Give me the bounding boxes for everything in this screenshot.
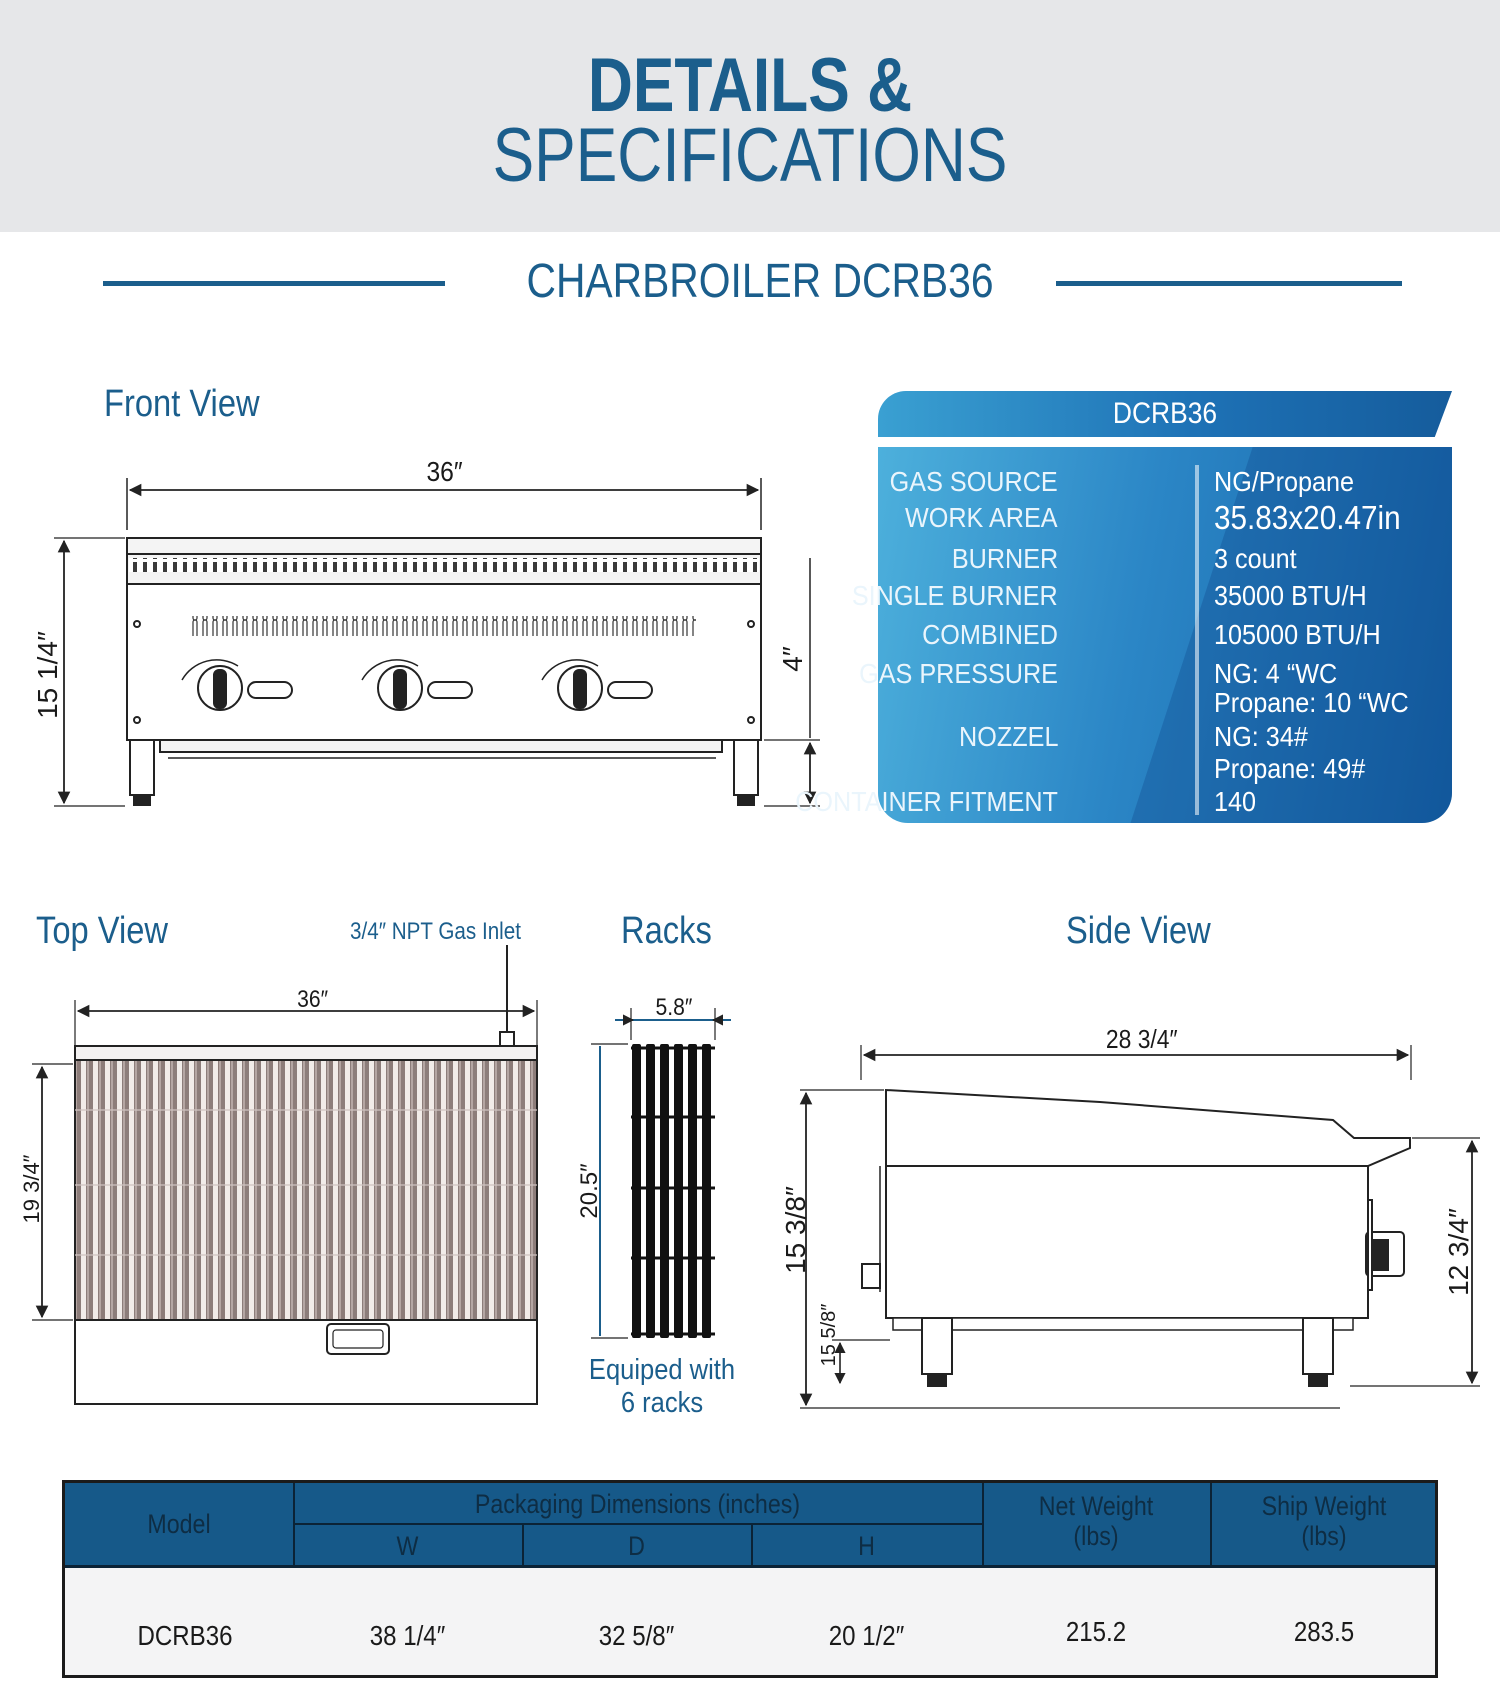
th-model: Model — [147, 1509, 211, 1539]
th-net-weight-line2: (lbs) — [1073, 1521, 1119, 1551]
spec-key: BURNER — [951, 543, 1058, 574]
side-leg-label: 15 5/8″ — [818, 1303, 840, 1367]
td-net-weight: 215.2 — [1065, 1616, 1127, 1647]
spec-value: 35000 BTU/H — [1214, 580, 1367, 611]
front-view-drawing — [54, 478, 820, 806]
spec-key: COMBINED — [922, 619, 1058, 650]
th-ship-weight-line2: (lbs) — [1301, 1521, 1347, 1551]
th-h: H — [858, 1531, 875, 1561]
product-subtitle: CHARBROILER DCRB36 — [526, 255, 994, 308]
side-height-label: 15 3/8″ — [780, 1186, 811, 1274]
racks-title: Racks — [621, 910, 712, 952]
spec-value: NG: 4 “WC — [1214, 658, 1338, 689]
front-leg-label: 4″ — [777, 646, 808, 672]
th-w: W — [396, 1531, 419, 1561]
racks-caption-line1: Equiped with — [588, 1354, 736, 1386]
spec-value-secondary: Propane: 49# — [1214, 753, 1366, 784]
td-d: 32 5/8″ — [598, 1620, 675, 1651]
racks-caption-line2: 6 racks — [620, 1387, 704, 1419]
spec-key: GAS PRESSURE — [859, 658, 1058, 689]
top-width-label: 36″ — [297, 986, 329, 1013]
spec-value: 35.83x20.47in — [1214, 499, 1401, 536]
page-title-line2: SPECIFICATIONS — [492, 113, 1008, 198]
td-ship-weight: 283.5 — [1293, 1616, 1355, 1647]
th-packaging: Packaging Dimensions (inches) — [474, 1489, 801, 1519]
th-net-weight-line1: Net Weight — [1038, 1491, 1154, 1521]
spec-key: WORK AREA — [905, 502, 1058, 533]
front-height-label: 15 1/4″ — [32, 631, 63, 719]
td-model: DCRB36 — [137, 1620, 233, 1651]
top-view-title: Top View — [36, 910, 169, 952]
spec-key: CONTAINER FITMENT — [795, 786, 1058, 817]
side-front-height-label: 12 3/4″ — [1443, 1208, 1474, 1296]
gas-inlet-label: 3/4″ NPT Gas Inlet — [350, 918, 521, 945]
side-view-drawing — [800, 1045, 1480, 1408]
racks-drawing — [591, 1008, 731, 1338]
table-col-divider — [522, 1523, 524, 1565]
rack-length-label: 20.5″ — [576, 1163, 603, 1219]
th-net-weight — [998, 1491, 1194, 1551]
th-ship-weight-line1: Ship Weight — [1261, 1491, 1387, 1521]
th-ship-weight — [1226, 1491, 1422, 1551]
spec-value: NG: 34# — [1214, 721, 1308, 752]
table-subheader-divider — [293, 1523, 982, 1525]
racks-caption — [583, 1354, 741, 1420]
front-view-title: Front View — [104, 383, 260, 425]
table-header-divider — [65, 1565, 1435, 1568]
top-view-drawing — [32, 945, 537, 1404]
rack-width-label: 5.8″ — [655, 994, 693, 1021]
spec-value: 105000 BTU/H — [1214, 619, 1381, 650]
spec-key: SINGLE BURNER — [852, 580, 1058, 611]
table-col-divider — [982, 1483, 984, 1565]
td-w: 38 1/4″ — [369, 1620, 446, 1651]
th-d: D — [628, 1531, 645, 1561]
spec-value: 3 count — [1214, 543, 1297, 574]
spec-value: 140 — [1214, 786, 1257, 817]
top-depth-label: 19 3/4″ — [19, 1154, 44, 1224]
spec-value-secondary: Propane: 10 “WC — [1214, 687, 1409, 718]
table-col-divider — [751, 1523, 753, 1565]
spec-key: NOZZEL — [958, 721, 1058, 752]
front-width-label: 36″ — [426, 456, 463, 487]
spec-value: NG/Propane — [1214, 466, 1355, 497]
td-h: 20 1/2″ — [828, 1620, 905, 1651]
spec-card-model: DCRB36 — [1112, 397, 1218, 430]
spec-key: GAS SOURCE — [889, 466, 1058, 497]
side-depth-label: 28 3/4″ — [1105, 1024, 1178, 1054]
side-view-title: Side View — [1066, 910, 1211, 952]
page-title-line1: DETAILS & — [587, 43, 913, 128]
table-col-divider — [1210, 1483, 1212, 1565]
packaging-table — [62, 1480, 1438, 1678]
spec-card-divider — [1195, 465, 1199, 815]
